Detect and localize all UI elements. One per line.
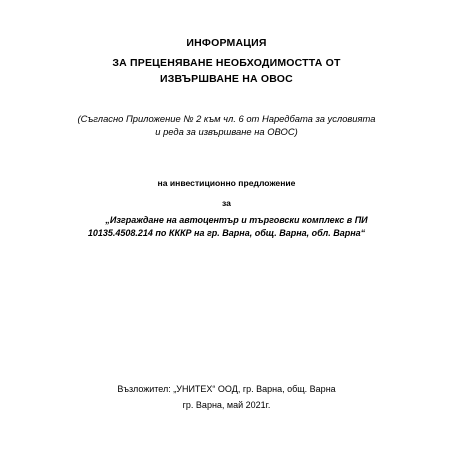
- document-title-line-1: ИНФОРМАЦИЯ: [186, 37, 267, 49]
- document-title-line-3: ИЗВЪРШВАНЕ НА ОВОС: [160, 73, 293, 85]
- proposal-label: на инвестиционно предложение: [157, 178, 296, 188]
- place-date-line: гр. Варна, май 2021г.: [182, 400, 271, 410]
- project-name-line-1: „Изграждане на автоцентър и търговски комплекс в ПИ: [105, 215, 368, 225]
- legal-basis-line-2: и реда за извършване на ОВОС): [155, 126, 298, 137]
- client-line: Възложител: „УНИТЕХ“ ООД, гр. Варна, общ. Варна: [117, 384, 336, 394]
- document-title-line-2: ЗА ПРЕЦЕНЯВАНЕ НЕОБХОДИМОСТТА ОТ: [112, 57, 341, 69]
- project-name-line-2: 10135.4508.214 по КККР на гр. Варна, общ. Варна, обл. Варна“: [87, 228, 366, 238]
- legal-basis-line-1: (Съгласно Приложение № 2 към чл. 6 от Наредбата за условията: [77, 113, 376, 124]
- for-label: за: [222, 198, 231, 208]
